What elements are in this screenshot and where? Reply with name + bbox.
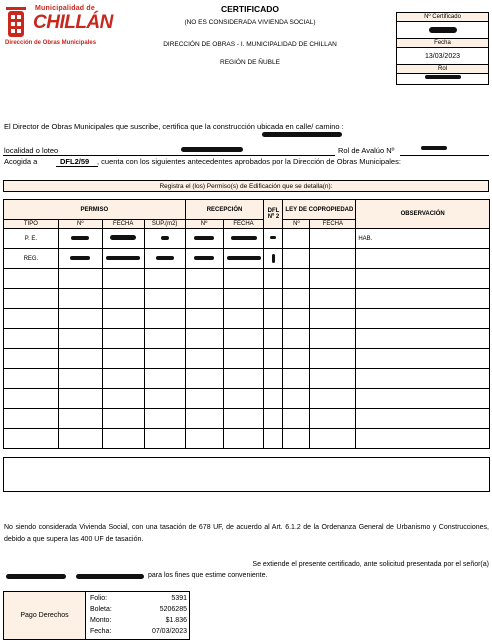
redaction-mark xyxy=(76,574,144,579)
rol-value xyxy=(397,74,488,84)
rol-label: Rol xyxy=(397,65,488,74)
table-row xyxy=(4,289,490,309)
permiso-date-header: FECHA xyxy=(102,220,144,229)
redaction-mark xyxy=(429,27,457,33)
redaction-mark xyxy=(6,574,66,579)
copropiedad-date-header: FECHA xyxy=(310,220,356,229)
municipality-logo xyxy=(3,3,115,49)
fecha-value: 13/03/2023 xyxy=(397,48,488,65)
acogida-underline xyxy=(56,166,98,167)
redaction-mark xyxy=(421,146,447,150)
table-row xyxy=(4,269,490,289)
redaction-mark xyxy=(70,256,90,260)
certificate-subtitle: (NO ES CONSIDERADA VIVIENDA SOCIAL) xyxy=(184,19,316,26)
localidad-label: localidad o loteo xyxy=(4,146,59,155)
acogida-label: Acogida a xyxy=(4,157,38,166)
surface-header: SUP.(m2) xyxy=(144,220,185,229)
table-row xyxy=(4,249,490,269)
table-row xyxy=(4,429,490,449)
solicitud-paragraph: Se extiende el presente certificado, ante solicitud presentada por el señor(a) xyxy=(252,561,489,568)
localidad-underline xyxy=(3,155,335,156)
recepcion-date-header: FECHA xyxy=(223,220,264,229)
fecha-label: Fecha xyxy=(397,39,488,48)
certificate-title: CERTIFICADO xyxy=(220,4,280,14)
direction-line: DIRECCIÓN DE OBRAS - I. MUNICIPALIDAD DE CHILLAN xyxy=(163,41,337,48)
redaction-mark xyxy=(272,254,275,263)
table-cell xyxy=(310,229,356,249)
recepcion-header: RECEPCIÓN xyxy=(185,200,264,220)
redaction-mark xyxy=(71,236,89,240)
table-cell xyxy=(283,249,310,269)
table-cell xyxy=(223,249,264,269)
redaction-mark xyxy=(270,236,276,239)
boleta-row xyxy=(90,606,187,617)
observacion-header: OBSERVACIÓN xyxy=(356,200,490,229)
table-cell xyxy=(185,229,223,249)
pago-derechos-box xyxy=(3,591,190,640)
logo-department-text: Dirección de Obras Municipales xyxy=(5,40,97,46)
coat-of-arms-icon xyxy=(3,5,29,45)
certificate-info-box xyxy=(396,12,489,85)
folio-row xyxy=(90,595,187,606)
cert-number-label: Nº Certificado xyxy=(397,13,488,22)
copropiedad-header: LEY DE COPROPIEDAD xyxy=(283,200,356,220)
blank-notes-box xyxy=(3,457,490,492)
statement-line: El Director de Obras Municipales que suscribe, certifica que la construcción ubicada en calle/ camino : xyxy=(4,122,344,131)
table-cell xyxy=(144,249,185,269)
redaction-mark xyxy=(194,256,214,260)
permiso-header: PERMISO xyxy=(4,200,186,220)
vivienda-paragraph: No siendo considerada Vivienda Social, con una tasación de 678 UF, de acuerdo al Art. 6.1.2 de la Ordenanza General de Urbanismo y Construcciones, debido a que supera las 400 UF de tasación. xyxy=(4,524,489,543)
boleta-value: 5206285 xyxy=(159,606,187,613)
fines-text: para los fines que estime conveniente. xyxy=(148,572,268,579)
acogida-value: DFL2/59 xyxy=(60,157,90,166)
table-cell xyxy=(223,229,264,249)
permiso-number-header: Nº xyxy=(58,220,102,229)
logo-city-text: CHILLÁN xyxy=(33,12,113,33)
redaction-mark xyxy=(181,147,243,152)
redaction-mark xyxy=(425,75,461,79)
table-cell xyxy=(144,229,185,249)
permits-table xyxy=(3,199,490,449)
table-row xyxy=(4,229,490,249)
fecha-pago-value: 07/03/2023 xyxy=(151,628,187,635)
table-cell xyxy=(185,249,223,269)
table-group-header-row xyxy=(4,200,490,220)
table-cell xyxy=(102,249,144,269)
copropiedad-number-header: Nº xyxy=(283,220,310,229)
redaction-mark xyxy=(262,132,342,137)
redaction-mark xyxy=(110,235,136,240)
monto-label: Monto: xyxy=(90,617,112,624)
table-cell xyxy=(310,249,356,269)
registra-bar: Registra el (los) Permiso(s) de Edificación que se detalla(n): xyxy=(3,180,489,192)
redaction-mark xyxy=(156,256,174,260)
table-cell xyxy=(58,229,102,249)
monto-value: $1.836 xyxy=(165,617,187,624)
table-row xyxy=(4,389,490,409)
boleta-label: Boleta: xyxy=(90,606,112,613)
tipo-cell: REG. xyxy=(4,249,59,269)
tipo-header: TIPO xyxy=(4,220,59,229)
table-row xyxy=(4,309,490,329)
rol-avaluo-label: Rol de Avalúo Nº xyxy=(338,146,395,155)
pago-label: Pago Derechos xyxy=(4,592,86,639)
table-row xyxy=(4,409,490,429)
rol-avaluo-underline xyxy=(400,155,489,156)
redaction-mark xyxy=(161,236,169,240)
redaction-mark xyxy=(231,236,257,240)
monto-row xyxy=(90,617,187,628)
fecha-pago-label: Fecha: xyxy=(90,628,112,635)
table-cell xyxy=(283,229,310,249)
table-row xyxy=(4,369,490,389)
acogida-rest: , cuenta con los siguientes antecedentes aprobados por la Dirección de Obras Municipales: xyxy=(97,157,401,166)
redaction-mark xyxy=(194,236,214,240)
table-cell xyxy=(264,229,283,249)
cert-number-value xyxy=(397,22,488,39)
tipo-cell: P. E. xyxy=(4,229,59,249)
region-line: REGIÓN DE ÑUBLE xyxy=(220,59,280,66)
logo-municipality-text: Municipalidad de xyxy=(35,5,95,12)
table-cell xyxy=(264,249,283,269)
redaction-mark xyxy=(227,256,261,260)
table-row xyxy=(4,329,490,349)
recepcion-number-header: Nº xyxy=(185,220,223,229)
table-cell xyxy=(58,249,102,269)
folio-label: Folio: xyxy=(90,595,108,602)
redaction-mark xyxy=(106,256,140,260)
table-row xyxy=(4,349,490,369)
fecha-pago-row xyxy=(90,628,187,639)
dfl-header: DFL Nº 2 xyxy=(264,200,283,229)
observacion-cell: HAB. xyxy=(356,229,490,249)
folio-value: 5391 xyxy=(171,595,187,602)
table-cell xyxy=(102,229,144,249)
observacion-cell xyxy=(356,249,490,269)
